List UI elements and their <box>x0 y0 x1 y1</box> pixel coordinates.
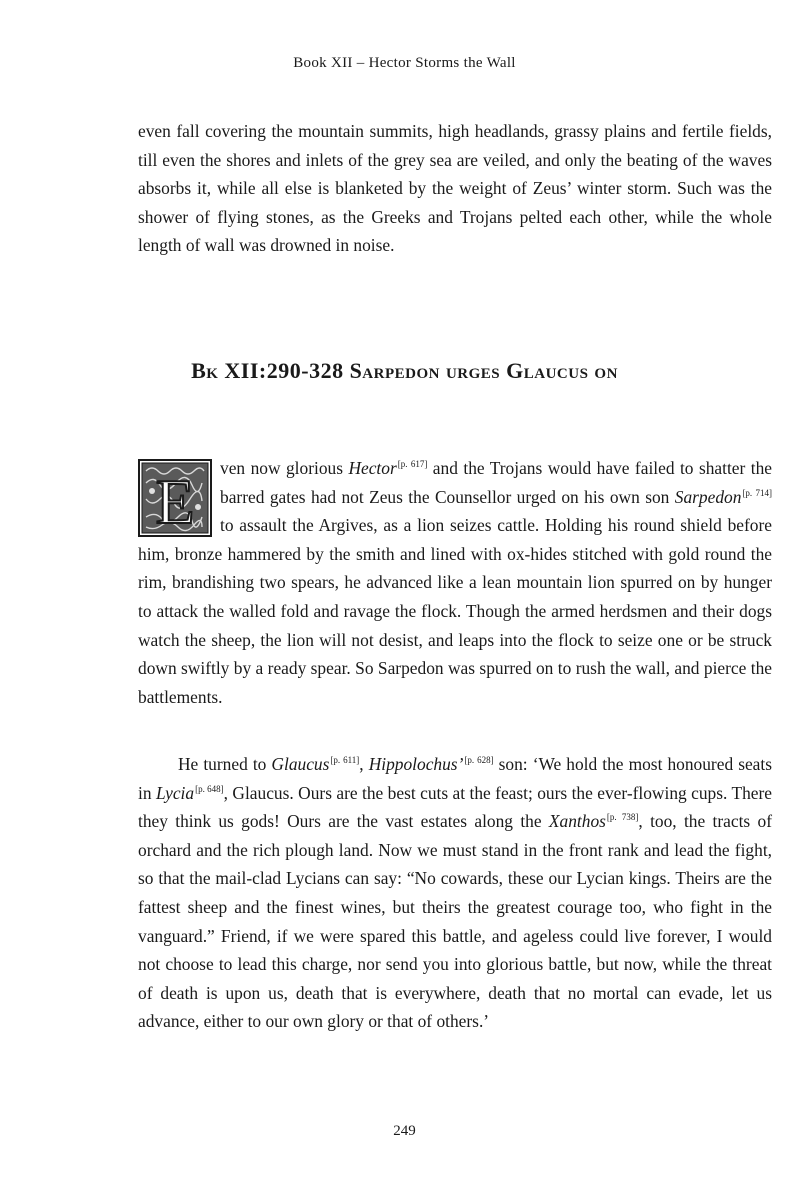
body-paragraph <box>138 454 772 711</box>
ref-xanthos[interactable]: Xanthos <box>548 811 606 832</box>
page-ref[interactable]: [p. 714] <box>742 487 772 498</box>
ref-sarpedon[interactable]: Sarpedon <box>674 486 742 507</box>
paragraph-text: , <box>359 754 369 774</box>
section-heading: Bk XII:290-328 Sarpedon urges Glaucus on <box>191 358 618 383</box>
page-ref[interactable]: [p. 611] <box>330 755 360 765</box>
running-head: Book XII – Hector Storms the Wall <box>293 55 516 71</box>
body-paragraph <box>138 750 772 1036</box>
dropcap-letter: E <box>155 466 195 537</box>
page-ref[interactable]: [p. 617] <box>397 459 428 469</box>
paragraph-text: , Glaucus. Ours are the best cuts at the feast; ours the ever-flowing cups. There they think us gods! Ours are the vast estates along the <box>138 782 772 832</box>
paragraph-text: ven now glorious <box>220 458 349 478</box>
ref-glaucus[interactable]: Glaucus <box>271 754 330 774</box>
page-ref[interactable]: [p. 628] <box>464 755 494 765</box>
page-number: 249 <box>393 1123 416 1139</box>
ref-hippolochus[interactable]: Hippolochus’ <box>368 754 464 774</box>
paragraph-text: , too, the tracts of orchard and the rich plough land. Now we must stand in the front rank and lead the fight, so that the mail-clad Lycians can say: “No cowards, these our Lycian kings. Theirs are the fattest sheep and the finest wines, but theirs the greatest courage too, who fight in the vanguard.” Friend, if we were spared this battle, and ageless could live forever, I would not choose to lead this charge, nor send you into glorious battle, but now, while the threat of death is upon us, death that is everywhere, death that no mortal can evade, let us advance, either to our own glory or that of others.’ <box>138 811 773 1032</box>
ref-hector[interactable]: Hector <box>348 458 397 478</box>
page-ref[interactable]: [p. 738] <box>606 812 639 823</box>
paragraph-text: and the Trojans would have failed to shatter the barred gates had not Zeus the Counsellor urged on his own son <box>220 458 773 507</box>
paragraph-text: He turned to <box>178 754 272 774</box>
paragraph-text: son: ‘We hold the most honoured seats in <box>138 754 773 803</box>
body-paragraph: even fall covering the mountain summits, high headlands, grassy plains and fertile fields, till even the shores and inlets of the grey sea are veiled, and only the beating of the waves absorbs it, while all else is blanketed by the weight of Zeus’ winter storm. Such was the shower of flying stones, as the Greeks and Trojans pelted each other, while the whole length of wall was drowned in noise. <box>138 121 772 256</box>
page-ref[interactable]: [p. 648] <box>195 783 224 794</box>
ref-lycia[interactable]: Lycia <box>155 782 195 803</box>
ornamental-dropcap-e <box>138 459 212 537</box>
paragraph-text: to assault the Argives, as a lion seizes cattle. Holding his round shield before him, bronze hammered by the smith and lined with ox-hides stitched with gold round the rim, brandishing two spears, he advanced like a lean mountain lion spurred on by hunger to attack the walled fold and ravage the flock. Though the armed herdsmen and their dogs watch the sheep, the lion will not desist, and leaps into the flock to seize one or be struck down swiftly by a ready spear. So Sarpedon was spurred on to rush the wall, and pierce the battlements. <box>138 515 772 707</box>
